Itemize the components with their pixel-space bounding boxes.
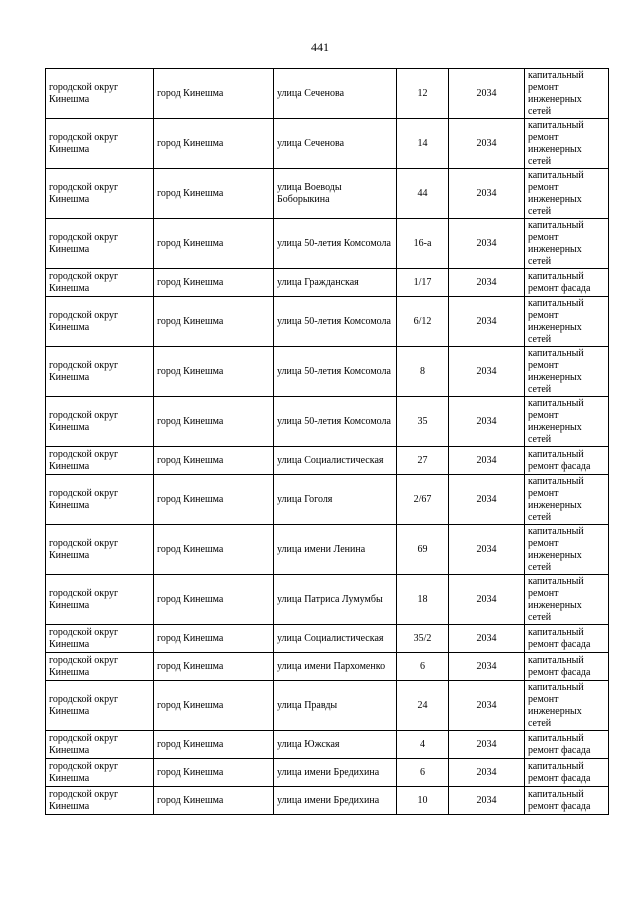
house-number-cell: 14 <box>397 119 449 169</box>
work-type-cell: капитальный ремонт фасада <box>525 447 609 475</box>
house-number-cell: 27 <box>397 447 449 475</box>
street-cell: улица имени Бредихина <box>274 759 397 787</box>
year-cell: 2034 <box>449 447 525 475</box>
table-row <box>46 219 609 269</box>
street-cell: улица Сеченова <box>274 69 397 119</box>
house-number-cell: 6 <box>397 653 449 681</box>
table-row <box>46 575 609 625</box>
house-number-cell: 6/12 <box>397 297 449 347</box>
district-cell: городской округ Кинешма <box>46 575 154 625</box>
year-cell: 2034 <box>449 759 525 787</box>
work-type-cell: капитальный ремонт инженерных сетей <box>525 525 609 575</box>
house-number-cell: 24 <box>397 681 449 731</box>
year-cell: 2034 <box>449 347 525 397</box>
settlement-cell: город Кинешма <box>154 447 274 475</box>
registry-table-body <box>46 69 609 815</box>
district-cell: городской округ Кинешма <box>46 759 154 787</box>
district-cell: городской округ Кинешма <box>46 653 154 681</box>
work-type-cell: капитальный ремонт инженерных сетей <box>525 219 609 269</box>
year-cell: 2034 <box>449 731 525 759</box>
district-cell: городской округ Кинешма <box>46 347 154 397</box>
settlement-cell: город Кинешма <box>154 475 274 525</box>
district-cell: городской округ Кинешма <box>46 525 154 575</box>
street-cell: улица Патриса Лумумбы <box>274 575 397 625</box>
table-row <box>46 447 609 475</box>
house-number-cell: 1/17 <box>397 269 449 297</box>
street-cell: улица Гражданская <box>274 269 397 297</box>
year-cell: 2034 <box>449 475 525 525</box>
work-type-cell: капитальный ремонт фасада <box>525 269 609 297</box>
work-type-cell: капитальный ремонт инженерных сетей <box>525 575 609 625</box>
work-type-cell: капитальный ремонт фасада <box>525 731 609 759</box>
district-cell: городской округ Кинешма <box>46 297 154 347</box>
district-cell: городской округ Кинешма <box>46 731 154 759</box>
house-number-cell: 35/2 <box>397 625 449 653</box>
house-number-cell: 16-а <box>397 219 449 269</box>
street-cell: улица Социалистическая <box>274 625 397 653</box>
district-cell: городской округ Кинешма <box>46 475 154 525</box>
table-row <box>46 759 609 787</box>
table-row <box>46 397 609 447</box>
settlement-cell: город Кинешма <box>154 347 274 397</box>
house-number-cell: 18 <box>397 575 449 625</box>
settlement-cell: город Кинешма <box>154 69 274 119</box>
year-cell: 2034 <box>449 269 525 297</box>
settlement-cell: город Кинешма <box>154 787 274 815</box>
year-cell: 2034 <box>449 119 525 169</box>
work-type-cell: капитальный ремонт фасада <box>525 625 609 653</box>
district-cell: городской округ Кинешма <box>46 119 154 169</box>
street-cell: улица Южская <box>274 731 397 759</box>
settlement-cell: город Кинешма <box>154 219 274 269</box>
house-number-cell: 8 <box>397 347 449 397</box>
street-cell: улица 50-летия Комсомола <box>274 397 397 447</box>
work-type-cell: капитальный ремонт инженерных сетей <box>525 119 609 169</box>
work-type-cell: капитальный ремонт инженерных сетей <box>525 69 609 119</box>
district-cell: городской округ Кинешма <box>46 219 154 269</box>
house-number-cell: 12 <box>397 69 449 119</box>
table-row <box>46 269 609 297</box>
work-type-cell: капитальный ремонт фасада <box>525 787 609 815</box>
house-number-cell: 10 <box>397 787 449 815</box>
settlement-cell: город Кинешма <box>154 397 274 447</box>
table-row <box>46 653 609 681</box>
table-row <box>46 69 609 119</box>
year-cell: 2034 <box>449 653 525 681</box>
street-cell: улица имени Бредихина <box>274 787 397 815</box>
registry-table <box>45 68 609 815</box>
work-type-cell: капитальный ремонт инженерных сетей <box>525 681 609 731</box>
table-row <box>46 525 609 575</box>
work-type-cell: капитальный ремонт инженерных сетей <box>525 475 609 525</box>
settlement-cell: город Кинешма <box>154 653 274 681</box>
year-cell: 2034 <box>449 397 525 447</box>
table-row <box>46 625 609 653</box>
district-cell: городской округ Кинешма <box>46 69 154 119</box>
year-cell: 2034 <box>449 525 525 575</box>
district-cell: городской округ Кинешма <box>46 447 154 475</box>
street-cell: улица имени Ленина <box>274 525 397 575</box>
district-cell: городской округ Кинешма <box>46 787 154 815</box>
street-cell: улица Гоголя <box>274 475 397 525</box>
settlement-cell: город Кинешма <box>154 169 274 219</box>
house-number-cell: 2/67 <box>397 475 449 525</box>
district-cell: городской округ Кинешма <box>46 269 154 297</box>
table-row <box>46 731 609 759</box>
street-cell: улица Воеводы Боборыкина <box>274 169 397 219</box>
work-type-cell: капитальный ремонт инженерных сетей <box>525 297 609 347</box>
year-cell: 2034 <box>449 69 525 119</box>
work-type-cell: капитальный ремонт инженерных сетей <box>525 169 609 219</box>
page-number: 441 <box>311 40 329 54</box>
street-cell: улица 50-летия Комсомола <box>274 347 397 397</box>
year-cell: 2034 <box>449 787 525 815</box>
settlement-cell: город Кинешма <box>154 119 274 169</box>
house-number-cell: 69 <box>397 525 449 575</box>
district-cell: городской округ Кинешма <box>46 625 154 653</box>
year-cell: 2034 <box>449 681 525 731</box>
table-row <box>46 169 609 219</box>
settlement-cell: город Кинешма <box>154 681 274 731</box>
table-row <box>46 347 609 397</box>
settlement-cell: город Кинешма <box>154 731 274 759</box>
settlement-cell: город Кинешма <box>154 297 274 347</box>
table-row <box>46 297 609 347</box>
settlement-cell: город Кинешма <box>154 269 274 297</box>
street-cell: улица 50-летия Комсомола <box>274 219 397 269</box>
house-number-cell: 44 <box>397 169 449 219</box>
settlement-cell: город Кинешма <box>154 575 274 625</box>
work-type-cell: капитальный ремонт инженерных сетей <box>525 347 609 397</box>
street-cell: улица Социалистическая <box>274 447 397 475</box>
table-row <box>46 119 609 169</box>
street-cell: улица Сеченова <box>274 119 397 169</box>
work-type-cell: капитальный ремонт фасада <box>525 759 609 787</box>
year-cell: 2034 <box>449 575 525 625</box>
work-type-cell: капитальный ремонт инженерных сетей <box>525 397 609 447</box>
settlement-cell: город Кинешма <box>154 525 274 575</box>
settlement-cell: город Кинешма <box>154 625 274 653</box>
house-number-cell: 4 <box>397 731 449 759</box>
work-type-cell: капитальный ремонт фасада <box>525 653 609 681</box>
year-cell: 2034 <box>449 219 525 269</box>
settlement-cell: город Кинешма <box>154 759 274 787</box>
street-cell: улица 50-летия Комсомола <box>274 297 397 347</box>
year-cell: 2034 <box>449 169 525 219</box>
house-number-cell: 35 <box>397 397 449 447</box>
district-cell: городской округ Кинешма <box>46 169 154 219</box>
street-cell: улица Правды <box>274 681 397 731</box>
district-cell: городской округ Кинешма <box>46 681 154 731</box>
district-cell: городской округ Кинешма <box>46 397 154 447</box>
house-number-cell: 6 <box>397 759 449 787</box>
year-cell: 2034 <box>449 297 525 347</box>
street-cell: улица имени Пархоменко <box>274 653 397 681</box>
year-cell: 2034 <box>449 625 525 653</box>
table-row <box>46 475 609 525</box>
table-row <box>46 787 609 815</box>
table-row <box>46 681 609 731</box>
